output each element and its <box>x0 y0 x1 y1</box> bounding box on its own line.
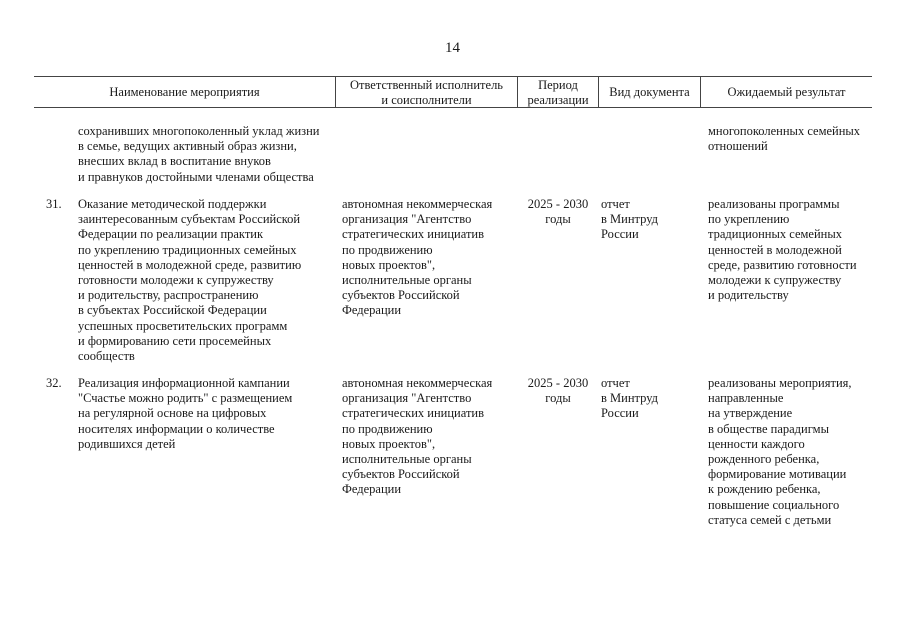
row-number: 31. <box>46 197 62 211</box>
header-name: Наименование мероприятия <box>109 85 260 99</box>
row-doc-type: отчет в Минтруд России <box>601 197 659 242</box>
row-period: 2025 - 2030 годы <box>527 376 589 406</box>
header-doc-type: Вид документа <box>609 85 690 99</box>
row-number: 32. <box>46 376 62 390</box>
row-doc-type: отчет в Минтруд России <box>601 376 659 421</box>
row-result: реализованы мероприятия, направленные на утверждение в обществе парадигмы ценности каждого рожденного ребенка, формирование мотивации к рождению ребенка, повышение социального статуса семей с детьми <box>708 376 852 527</box>
row-result: многопоколенных семейных отношений <box>708 124 861 154</box>
row-name: сохранивших многопоколенный уклад жизни в семье, ведущих активный образ жизни, внесших вклад в воспитание внуков и правнуков достойными членами общества <box>78 124 320 184</box>
page-number: 14 <box>445 40 460 56</box>
row-executor: автономная некоммерческая организация "Агентство стратегических инициатив по продвижению новых проектов", исполнительные органы субъектов Российской Федерации <box>342 376 493 497</box>
row-name: Реализация информационной кампании "Счастье можно родить" с размещением на регулярной основе на цифровых носителях информации о количестве родившихся детей <box>78 376 293 451</box>
header-executor: Ответственный исполнитель и соисполнители <box>349 78 504 107</box>
header-period: Период реализации <box>527 78 589 107</box>
row-period: 2025 - 2030 годы <box>527 197 589 227</box>
table-top-rule <box>34 76 872 77</box>
row-result: реализованы программы по укреплению традиционных семейных ценностей в молодежной среде, развитию готовности молодежи к супружеству и родительству <box>708 197 857 303</box>
row-name: Оказание методической поддержки заинтересованным субъектам Российской Федерации по реализации практик по укреплению традиционных семейных ценностей в молодежной среде, развитию готовности молодежи к супружеству и родительству, распространению в субъектах Российской Федерации успешных просветительских программ и формированию сети просемейных сообществ <box>78 197 302 364</box>
row-executor: автономная некоммерческая организация "Агентство стратегических инициатив по продвижению новых проектов", исполнительные органы субъектов Российской Федерации <box>342 197 493 318</box>
header-result: Ожидаемый результат <box>727 85 846 99</box>
